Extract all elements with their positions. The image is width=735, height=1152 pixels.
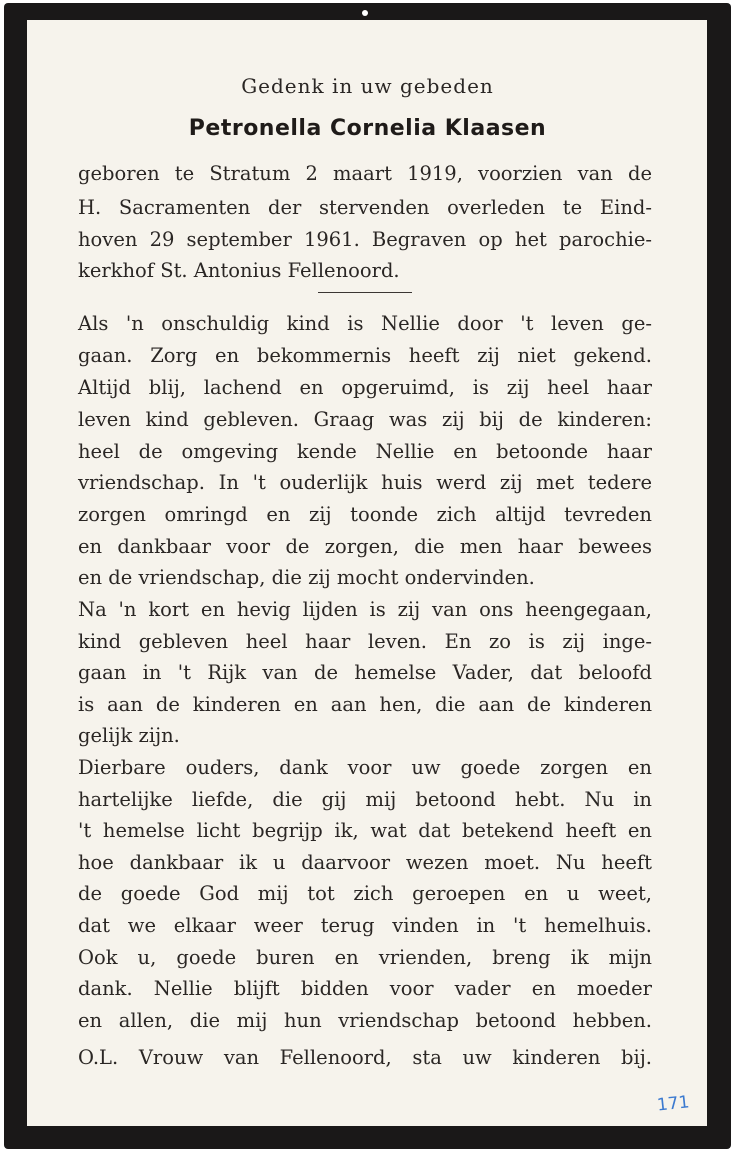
body-line: gelijk zijn.	[78, 724, 180, 747]
body-line: heel de omgeving kende Nellie en betoonde haar	[78, 440, 652, 463]
deceased-name: Petronella Cornelia Klaasen	[188, 116, 547, 141]
bio-line: kerkhof St. Antonius Fellenoord.	[78, 259, 400, 282]
body-line: Na 'n kort en hevig lijden is zij van ons heengegaan,	[78, 598, 652, 621]
body-line: dat we elkaar weer terug vinden in 't hemelhuis.	[78, 914, 652, 937]
body-line: Dierbare ouders, dank voor uw goede zorgen en	[78, 756, 652, 779]
body-line: en de vriendschap, die zij mocht ondervinden.	[78, 566, 535, 589]
body-line: dank. Nellie blijft bidden voor vader en moeder	[78, 977, 652, 1000]
body-line: en dankbaar voor de zorgen, die men haar bewees	[78, 535, 652, 558]
body-line: gaan in 't Rijk van de hemelse Vader, dat beloofd	[78, 661, 652, 684]
handwritten-archive-number: 171	[656, 1092, 691, 1116]
body-line: en allen, die mij hun vriendschap betoond hebben.	[78, 1009, 652, 1032]
card-header: Gedenk in uw gebeden	[241, 74, 494, 98]
body-line: hartelijke liefde, die gij mij betoond hebt. Nu in	[78, 788, 652, 811]
body-line: zorgen omringd en zij toonde zich altijd tevreden	[78, 503, 652, 526]
bio-line: H. Sacramenten der stervenden overleden te Eind-	[78, 196, 652, 219]
body-line: gaan. Zorg en bekommernis heeft zij niet gekend.	[78, 344, 652, 367]
body-line: vriendschap. In 't ouderlijk huis werd zij met tedere	[78, 471, 652, 494]
bio-line: hoven 29 september 1961. Begraven op het parochie-	[78, 228, 652, 251]
body-line: is aan de kinderen en aan hen, die aan de kinderen	[78, 693, 652, 716]
bio-line: geboren te Stratum 2 maart 1919, voorzien van de	[78, 162, 652, 185]
body-line: 't hemelse licht begrijp ik, wat dat betekend heeft en	[78, 819, 652, 842]
section-divider	[318, 292, 412, 293]
card-punch-hole	[362, 10, 368, 16]
body-line: Ook u, goede buren en vrienden, breng ik mijn	[78, 946, 652, 969]
body-line: de goede God mij tot zich geroepen en u weet,	[78, 882, 652, 905]
body-line: hoe dankbaar ik u daarvoor wezen moet. Nu heeft	[78, 851, 652, 874]
body-line: Als 'n onschuldig kind is Nellie door 't leven ge-	[78, 312, 652, 335]
body-line: kind gebleven heel haar leven. En zo is zij inge-	[78, 630, 652, 653]
closing-prayer-line: O.L. Vrouw van Fellenoord, sta uw kinderen bij.	[78, 1046, 652, 1069]
body-line: leven kind gebleven. Graag was zij bij de kinderen:	[78, 408, 652, 431]
body-line: Altijd blij, lachend en opgeruimd, is zij heel haar	[78, 376, 652, 399]
